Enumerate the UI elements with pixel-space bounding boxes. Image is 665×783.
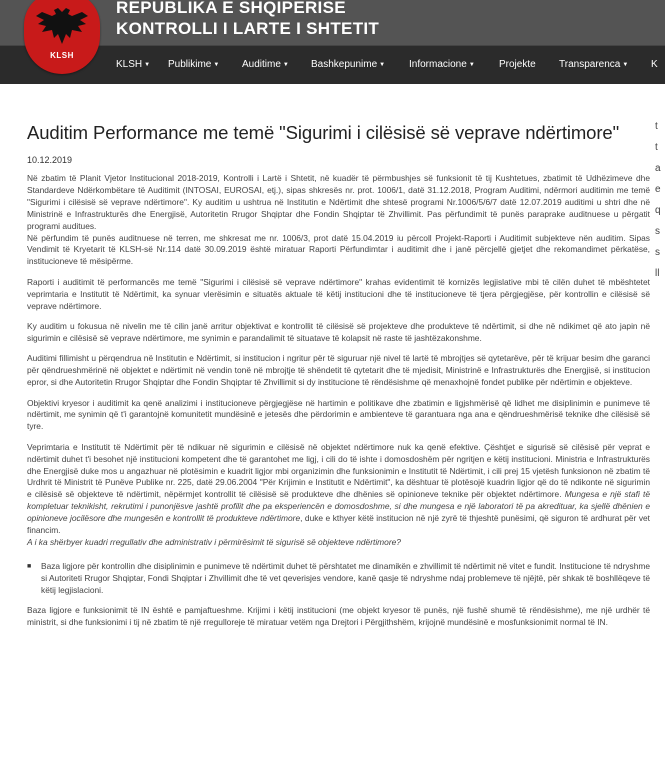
nav-label: Informacione [409,59,467,70]
nav-label: Bashkepunime [311,59,378,70]
paragraph: Në përfundim të punës auditnuese në terren, me shkresat me nr. 1006/3, prot datë 15.04.2019 iu përcoll Projekt-Raporti i Auditimit subjekteve nën auditim. Sipas Vendimit të Kryetarit të KLSH-së Nr.114 datë 30.09.2019 është miratuar Raporti Përfundimtar i auditimit dhe i janë përcjellë gjetjet dhe rekomandimet përkatëse, institucioneve të mësipërme. [27,232,650,267]
nav-label: Projekte [499,59,536,70]
article-date: 10.12.2019 [27,155,73,165]
paragraph: Auditimi fillimisht u përqendrua në Institutin e Ndërtimit, si institucion i ngritur për të siguruar një nivel të lartë të mbrojtjes së qytetarëve, për të krijuar besim dhe garanci për qëndrueshmërinë në objektet e ndërtimit në vendin tonë në mbrojtje të shëndetit të qytetarit dhe të mjedisit, Ministrinë e Infrastrukturës dhe Energjisë, si institucion epror, si dhe Autoritetin Rrugor Shqiptar dhe Fondin Shqiptar të Zhvillimit si dy institucione të rëndësishme që menaxhojnë fondet publike për ndërtimin e objekteve. [27,353,650,388]
sidebar-fragment [655,116,665,284]
list-item-text: Baza ligjore për kontrollin dhe disiplinimin e punimeve të ndërtimit duhet të përshtatet me dinamikën e zhvillimit të ndërtimit në vitet e fundit. Institucione të ndryshme si Autoriteti Rrugor Shqiptar, Fondi Shqiptar i Zhvillimit dhe të vet qeverisjes vendore, kanë qasje të ndryshme ndaj problemeve të njëjtë, për shkak të boshllëqeve të këtij legjislacioni. [41,560,650,595]
sidebar-fragment-text: t [655,121,658,132]
caret-down-icon: ▼ [213,62,220,68]
klsh-emblem-logo[interactable] [24,0,100,74]
section-question: A i ka shërbyer kuadri rregullativ dhe administrativ i përmirësimit të sigurisë së objekteve ndërtimore? [27,536,401,547]
nav-label: KLSH [116,59,143,70]
double-headed-eagle-icon [34,6,90,48]
article [27,122,650,629]
sidebar-fragment-text: ll [655,268,660,279]
nav-label: Publikime [168,59,212,70]
sidebar-fragment-text: e [655,184,661,195]
nav-item-bashkepunime[interactable] [311,46,385,84]
nav-label: Auditime [242,59,281,70]
site-title[interactable] [116,0,379,39]
nav-item-projekte[interactable] [499,46,536,84]
bullet-icon: ■ [27,562,32,570]
sidebar-fragment-text: s [655,247,660,258]
sidebar-fragment-text: s [655,226,660,237]
nav-item-klsh[interactable] [116,46,150,84]
paragraph: Baza ligjore e funksionimit të IN është e pamjaftueshme. Krijimi i këtij institucioni (me objekt kryesor të punës, një fushë shumë të rëndësishme), me një urdhër të ministrit, si dhe funksionimi i tij në zbatim të një rregulloreje të miratuar vetëm nga Drejtori i Përgjithshëm, krijojnë mundësinë e mosfunksionimit normal të IN. [27,605,650,627]
site-title-line1: REPUBLIKA E SHQIPERISE [116,0,346,17]
nav-item-publikime[interactable] [168,46,219,84]
nav-label: K [651,59,658,70]
nav-item-k[interactable] [651,46,658,84]
nav-item-transparenca[interactable] [559,46,628,84]
nav-item-informacione[interactable] [409,46,475,84]
nav-item-auditime[interactable] [242,46,289,84]
list-item [27,561,650,597]
paragraph-text: , duke e kthyer këtë institucion në një zyrë të thjeshtë punësimi, që siguron të ardhurat për vet financim. [27,513,650,536]
sidebar-fragment-text: a [655,163,661,174]
paragraph-italic-text: Mungesa e një stafi të kompletuar teknikisht, rekrutimi i punonjësve jashtë profilit dhe pa eksperiencën e domosdoshme, si dhe mungesa e një laboratori të pa akredituar, ka sjellë dhënien e opinioneve jocilësore dhe mungesën e kontrollit të produkteve ndërtimore [27,489,650,524]
article-body [27,173,650,629]
sidebar-fragment-text: t [655,142,658,153]
caret-down-icon: ▼ [622,62,629,68]
caret-down-icon: ▼ [144,62,151,68]
sidebar-fragment-text: q [655,205,661,216]
paragraph [27,442,650,537]
caret-down-icon: ▼ [282,62,289,68]
nav-label: Transparenca [559,59,621,70]
paragraph: Objektivi kryesor i auditimit ka qenë analizimi i institucioneve përgjegjëse në hartimin e politikave dhe zbatimin e ligjshmërisë që lidhet me disiplinimin e punimeve të ndërtimit, me synimin që t'i garantojnë komunitetit mundësinë e jetesës dhe përdorimin e ambienteve të garantuara nga ana e qëndrueshmërisë teknike dhe cilësisë së tyre. [27,397,650,432]
caret-down-icon: ▼ [379,62,386,68]
paragraph: Raporti i auditimit të performancës me temë "Sigurimi i cilësisë së veprave ndërtimore" krahas evidentimit të kornizës legjislative mbi të cilën duhet të mbështetet veprimtaria e Institutit të Ndërtimit, ka synuar vlerësimin e situatës aktuale të këtij institucioni dhe të institucioneve të tjera përgjegjëse, për kontrollin e cilësisë së veprave ndërtimore. [27,276,650,311]
paragraph-text: Veprimtaria e Institutit të Ndërtimit për të ndikuar në sigurimin e cilësisë në objektet ndërtimore nuk ka qenë efektive. Çështjet e sigurisë së cilësisë për veprat e ndërtimit duhet t'i besohet një institucioni kompetent dhe të garantohet me ligj, i cili do të ishte i domosdoshëm për ngritjen e këtij institucioni. Ministria e Infrastrukturës dhe Energjisë duke mos u angazhuar në plotësimin e kuadrit ligjor mbi organizimin dhe funksionimin e Institutit të Ndërtimit, i cili prej 15 vjetësh funksionon në zbatim të Urdhrit të Ministrit të Punëve Publike nr. 225, datë 29.06.2004 "Për Krijimin e Institutit e Ndërtimit", ka dështuar të plotësojë kuadrin ligjor që do të ndikonte në sigurimin e cilësisë së objekteve të ndërtimit, nëpërmjet kontrollit të cilësisë së produkteve dhe dhënies së opinioneve teknike për objektet ndërtimore. [27,441,650,500]
site-title-line2: KONTROLLI I LARTE I SHTETIT [116,19,380,38]
emblem-label: KLSH [50,51,74,60]
caret-down-icon: ▼ [468,62,475,68]
article-title: Auditim Performance me temë "Sigurimi i cilësisë së veprave ndërtimore" [27,122,620,143]
paragraph: Ky auditim u fokusua në nivelin me të cilin janë arritur objektivat e kontrollit të cilësisë së projekteve dhe produkteve të ndërtimit, si dhe në ndikimet që ato japin në sigurimin e cilësisë së veprave ndërtimore, me synimin e parandalimit të situatave të kolapsit në raste të jashtëzakonshme. [27,320,650,343]
paragraph: Në zbatim të Planit Vjetor Institucional 2018-2019, Kontrolli i Lartë i Shtetit, në kuadër të përmbushjes së funksionit të tij Kushtetues, zbatimit të Udhëzimeve dhe Standardeve Ndërkombëtare të Auditimit (INTOSAI, EUROSAI, etj.), sipas shkresës nr. prot. 1006/1, datë 31.12.2018, Program Auditimi, ndërmori auditimin me temë "Sigurimi i cilësisë së veprave ndërtimore". Ky auditim u ushtrua në Institutin e Ndërtimit dhe shtesë programi Nr.1006/5/6/7 datë 12.07.2019 auditimi u shtri dhe në Ministrinë e Infrastrukturës dhe Energjisë, Autoritetin Rrugor Shqiptar dhe Fondin Shqiptar të Zhvillimit. Pas përfundimit të punës paraprake auditnuese u përgatit programi auditues. [27,173,650,231]
